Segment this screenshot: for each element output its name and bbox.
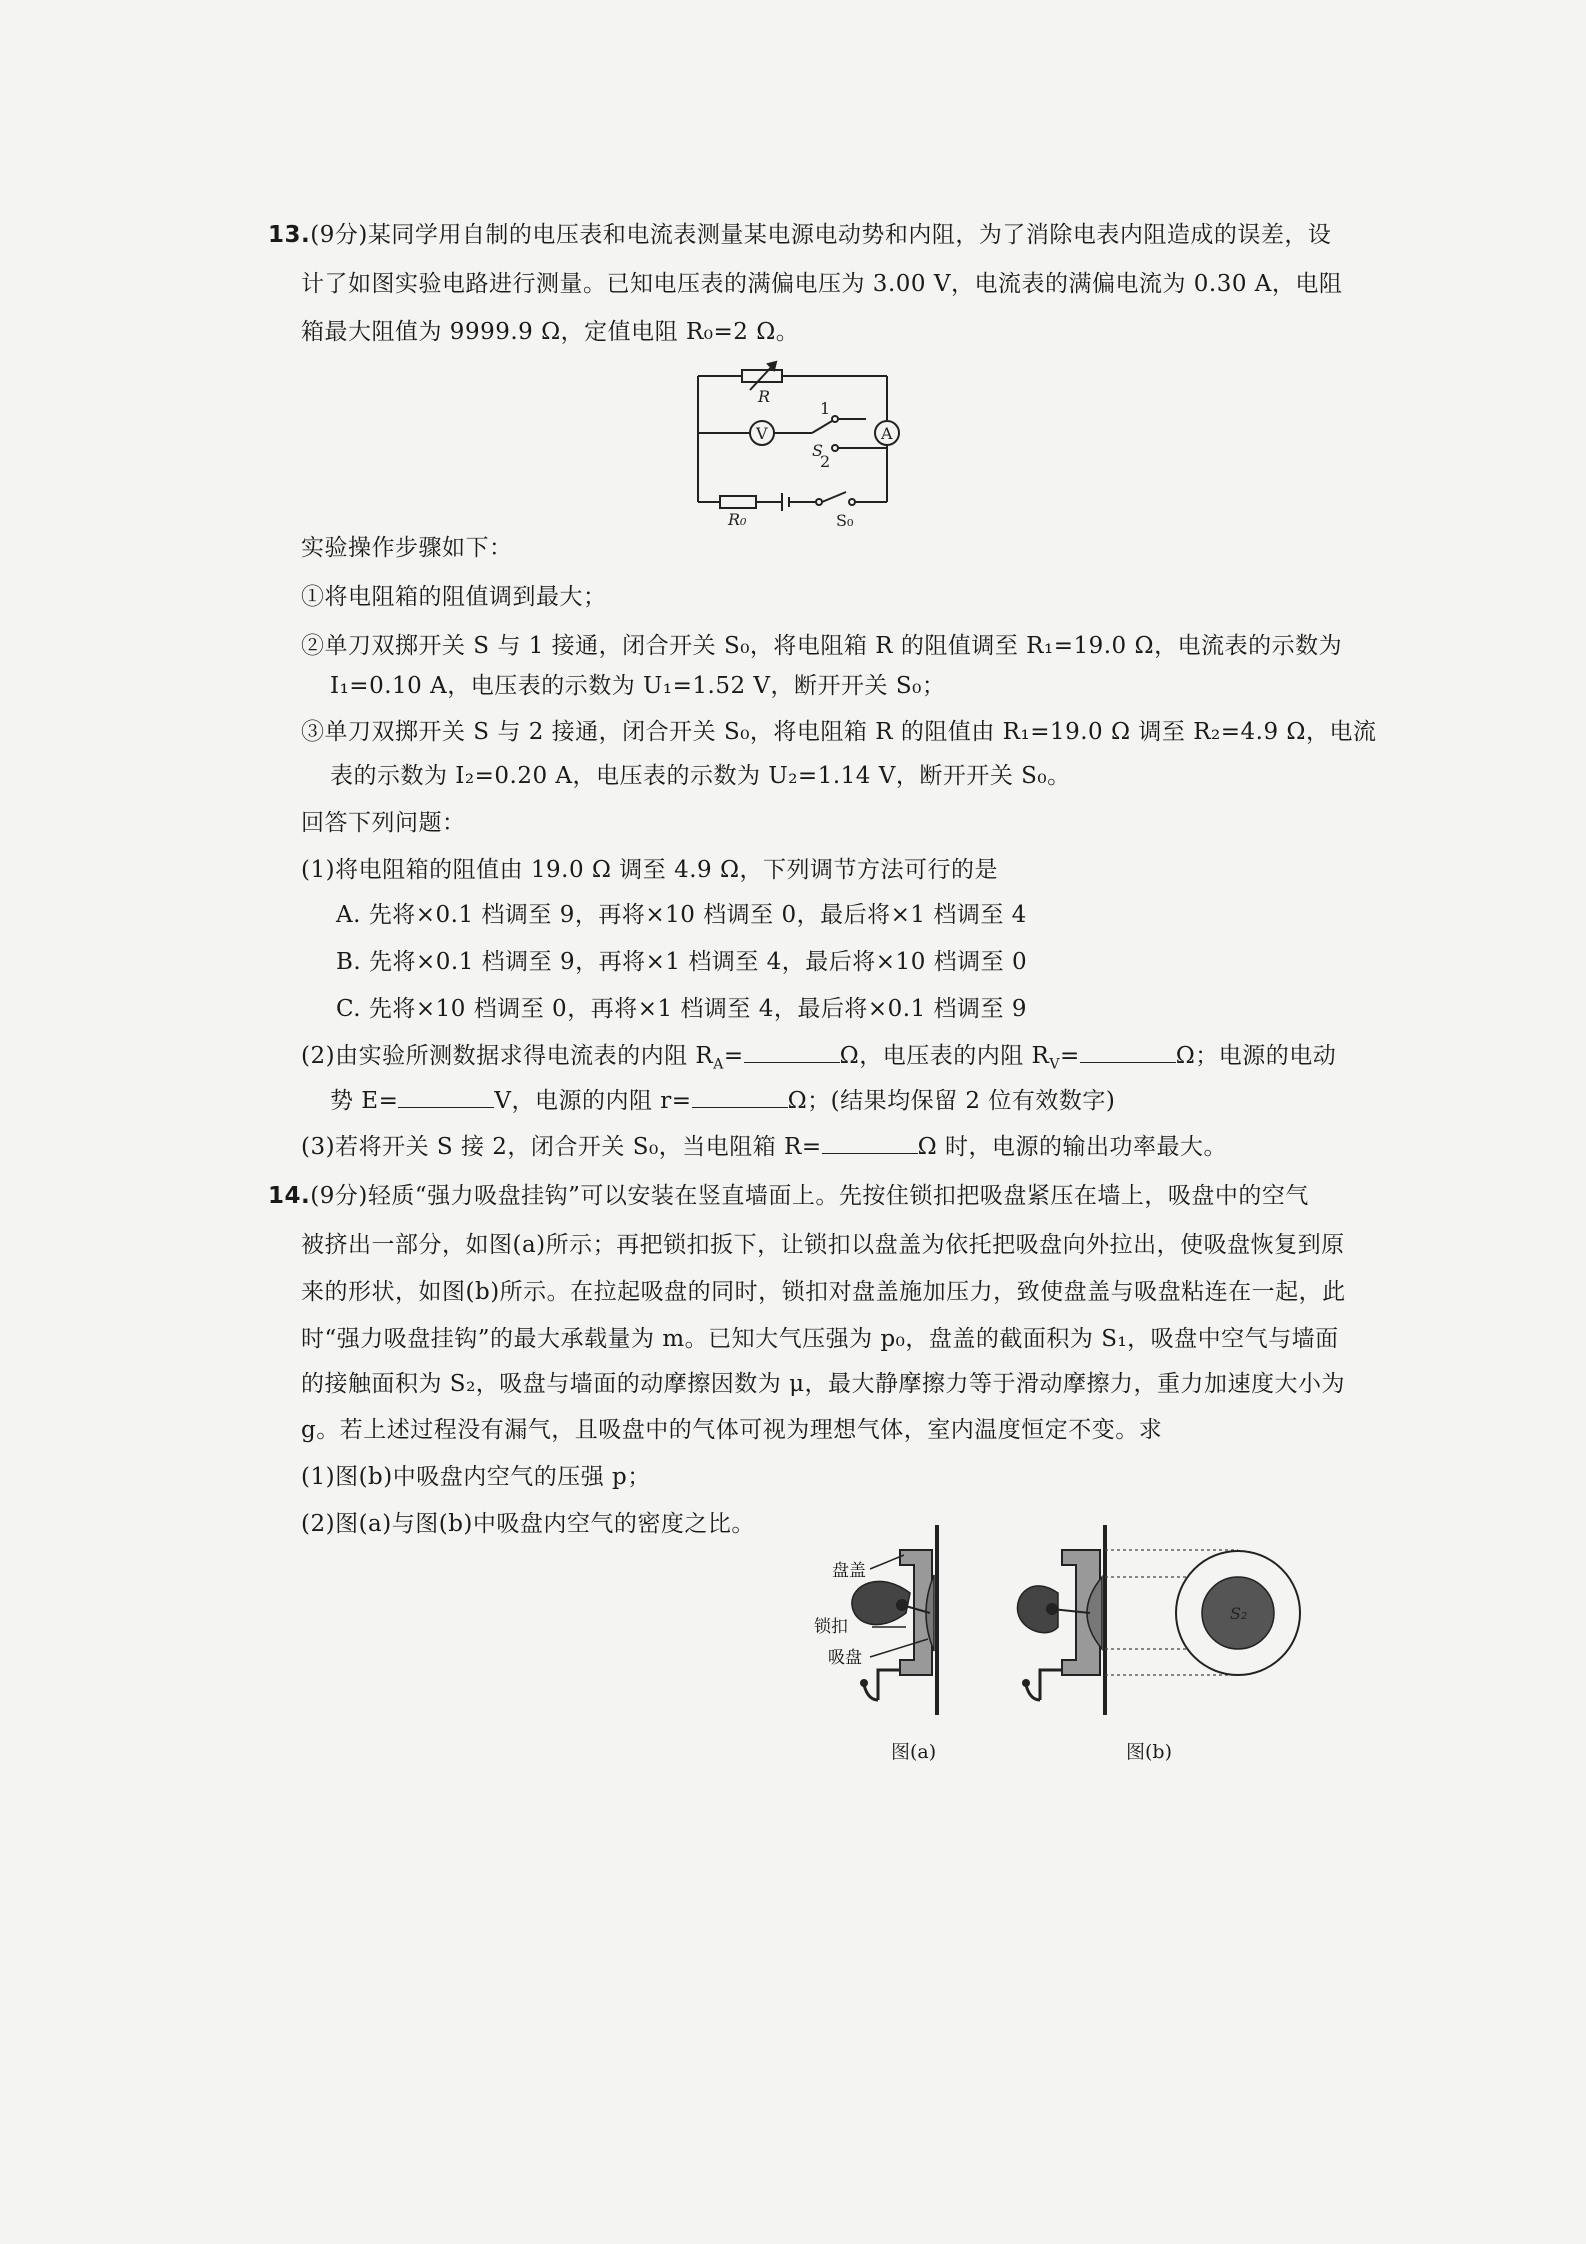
q13-step3-line2: 表的示数为 I₂=0.20 A，电压表的示数为 U₂=1.14 V，断开开关 S₀。 [330, 763, 1071, 789]
label-R: R [758, 387, 771, 406]
label-s2: S₂ [1230, 1604, 1248, 1623]
q13-intro-line1: 13.(9分)某同学用自制的电压表和电流表测量某电源电动势和内阻，为了消除电表内阻造成的误差，设 [268, 222, 1332, 248]
q14-number: 14. [268, 1183, 311, 1209]
q13-step1: ①将电阻箱的阻值调到最大； [301, 584, 607, 610]
q13-part2-line1: (2)由实验所测数据求得电流表的内阻 $R_A= \Omega$，电压表的内阻 $R_V= \Omega$；电源的电动 [301, 1040, 1336, 1081]
circuit-diagram [690, 362, 893, 530]
q13-option-c: C. 先将×10 档调至 0，再将×1 档调至 4，最后将×0.1 档调至 9 [336, 996, 1027, 1022]
q13-answer-title: 回答下列问题： [301, 810, 466, 836]
caption-figure-a: 图(a) [891, 1741, 937, 1763]
label-cover: 盘盖 [832, 1561, 866, 1581]
label-V: V [756, 424, 768, 443]
q14-line4: 时“强力吸盘挂钩”的最大承载量为 m。已知大气压强为 p₀，盘盖的截面积为 S₁，吸盘中空气与墙面 [301, 1326, 1339, 1352]
q13-steps-title: 实验操作步骤如下： [301, 535, 513, 561]
q13-step2-line1: ②单刀双掷开关 S 与 1 接通，闭合开关 S₀，将电阻箱 R 的阻值调至 R₁=19.0 Ω，电流表的示数为 [301, 633, 1343, 659]
answer-blank-e [398, 1085, 494, 1108]
q14-line1: 14.(9分)轻质“强力吸盘挂钩”可以安装在竖直墙面上。先按住锁扣把吸盘紧压在墙上，吸盘中的空气 [268, 1183, 1309, 1209]
label-2: 2 [820, 452, 831, 471]
q13-option-a: A. 先将×0.1 档调至 9，再将×10 档调至 0，最后将×1 档调至 4 [336, 902, 1027, 928]
label-1: 1 [820, 399, 831, 418]
q13-step3-line1: ③单刀双掷开关 S 与 2 接通，闭合开关 S₀，将电阻箱 R 的阻值由 R₁=19.0 Ω 调至 R₂=4.9 Ω，电流 [301, 719, 1377, 745]
answer-blank-ra [744, 1040, 840, 1063]
label-S0: S₀ [836, 511, 854, 530]
answer-blank-r [692, 1085, 788, 1108]
q14-line6: g。若上述过程没有漏气，且吸盘中的气体可视为理想气体，室内温度恒定不变。求 [301, 1417, 1163, 1443]
label-A: A [881, 424, 893, 443]
q13-part1: (1)将电阻箱的阻值由 19.0 Ω 调至 4.9 Ω，下列调节方法可行的是 [301, 857, 999, 883]
q14-line2: 被挤出一部分，如图(a)所示；再把锁扣扳下，让锁扣以盘盖为依托把吸盘向外拉出，使吸盘恢复到原 [301, 1232, 1345, 1258]
q13-intro-line2: 计了如图实验电路进行测量。已知电压表的满偏电压为 3.00 V，电流表的满偏电流为 0.30 A，电阻 [301, 271, 1343, 297]
figure-a [810, 1515, 980, 1715]
hook-a [864, 1670, 900, 1700]
q13-intro-line3: 箱最大阻值为 9999.9 Ω，定值电阻 R₀=2 Ω。 [301, 319, 800, 345]
label-S: S [812, 441, 823, 460]
q13-option-b: B. 先将×0.1 档调至 9，再将×1 档调至 4，最后将×10 档调至 0 [336, 949, 1028, 975]
answer-blank-rbox [822, 1131, 918, 1154]
q13-number: 13. [268, 222, 311, 248]
q14-line3: 来的形状，如图(b)所示。在拉起吸盘的同时，锁扣对盘盖施加压力，致使盘盖与吸盘粘连在一起，此 [301, 1279, 1346, 1305]
answer-blank-rv [1080, 1040, 1176, 1063]
label-cup: 吸盘 [828, 1648, 862, 1668]
resistor-box-R0 [720, 496, 756, 508]
figure-b [1010, 1515, 1310, 1715]
q14-part2: (2)图(a)与图(b)中吸盘内空气的密度之比。 [301, 1511, 755, 1537]
label-R0: R₀ [728, 510, 747, 529]
q14-line5: 的接触面积为 S₂，吸盘与墙面的动摩擦因数为 μ，最大静摩擦力等于滑动摩擦力，重力加速度大小为 [301, 1371, 1346, 1397]
q13-step2-line2: I₁=0.10 A，电压表的示数为 U₁=1.52 V，断开开关 S₀； [330, 673, 946, 699]
q13-part2-line2: 势 E= V，电源的内阻 r= Ω；(结果均保留 2 位有效数字) [330, 1085, 1115, 1117]
hook-b [1026, 1670, 1062, 1700]
label-lock: 锁扣 [814, 1617, 848, 1637]
caption-figure-b: 图(b) [1126, 1741, 1172, 1763]
q14-part1: (1)图(b)中吸盘内空气的压强 p； [301, 1464, 651, 1490]
q13-part3: (3)若将开关 S 接 2，闭合开关 S₀，当电阻箱 R= Ω 时，电源的输出功率最大。 [301, 1131, 1227, 1163]
